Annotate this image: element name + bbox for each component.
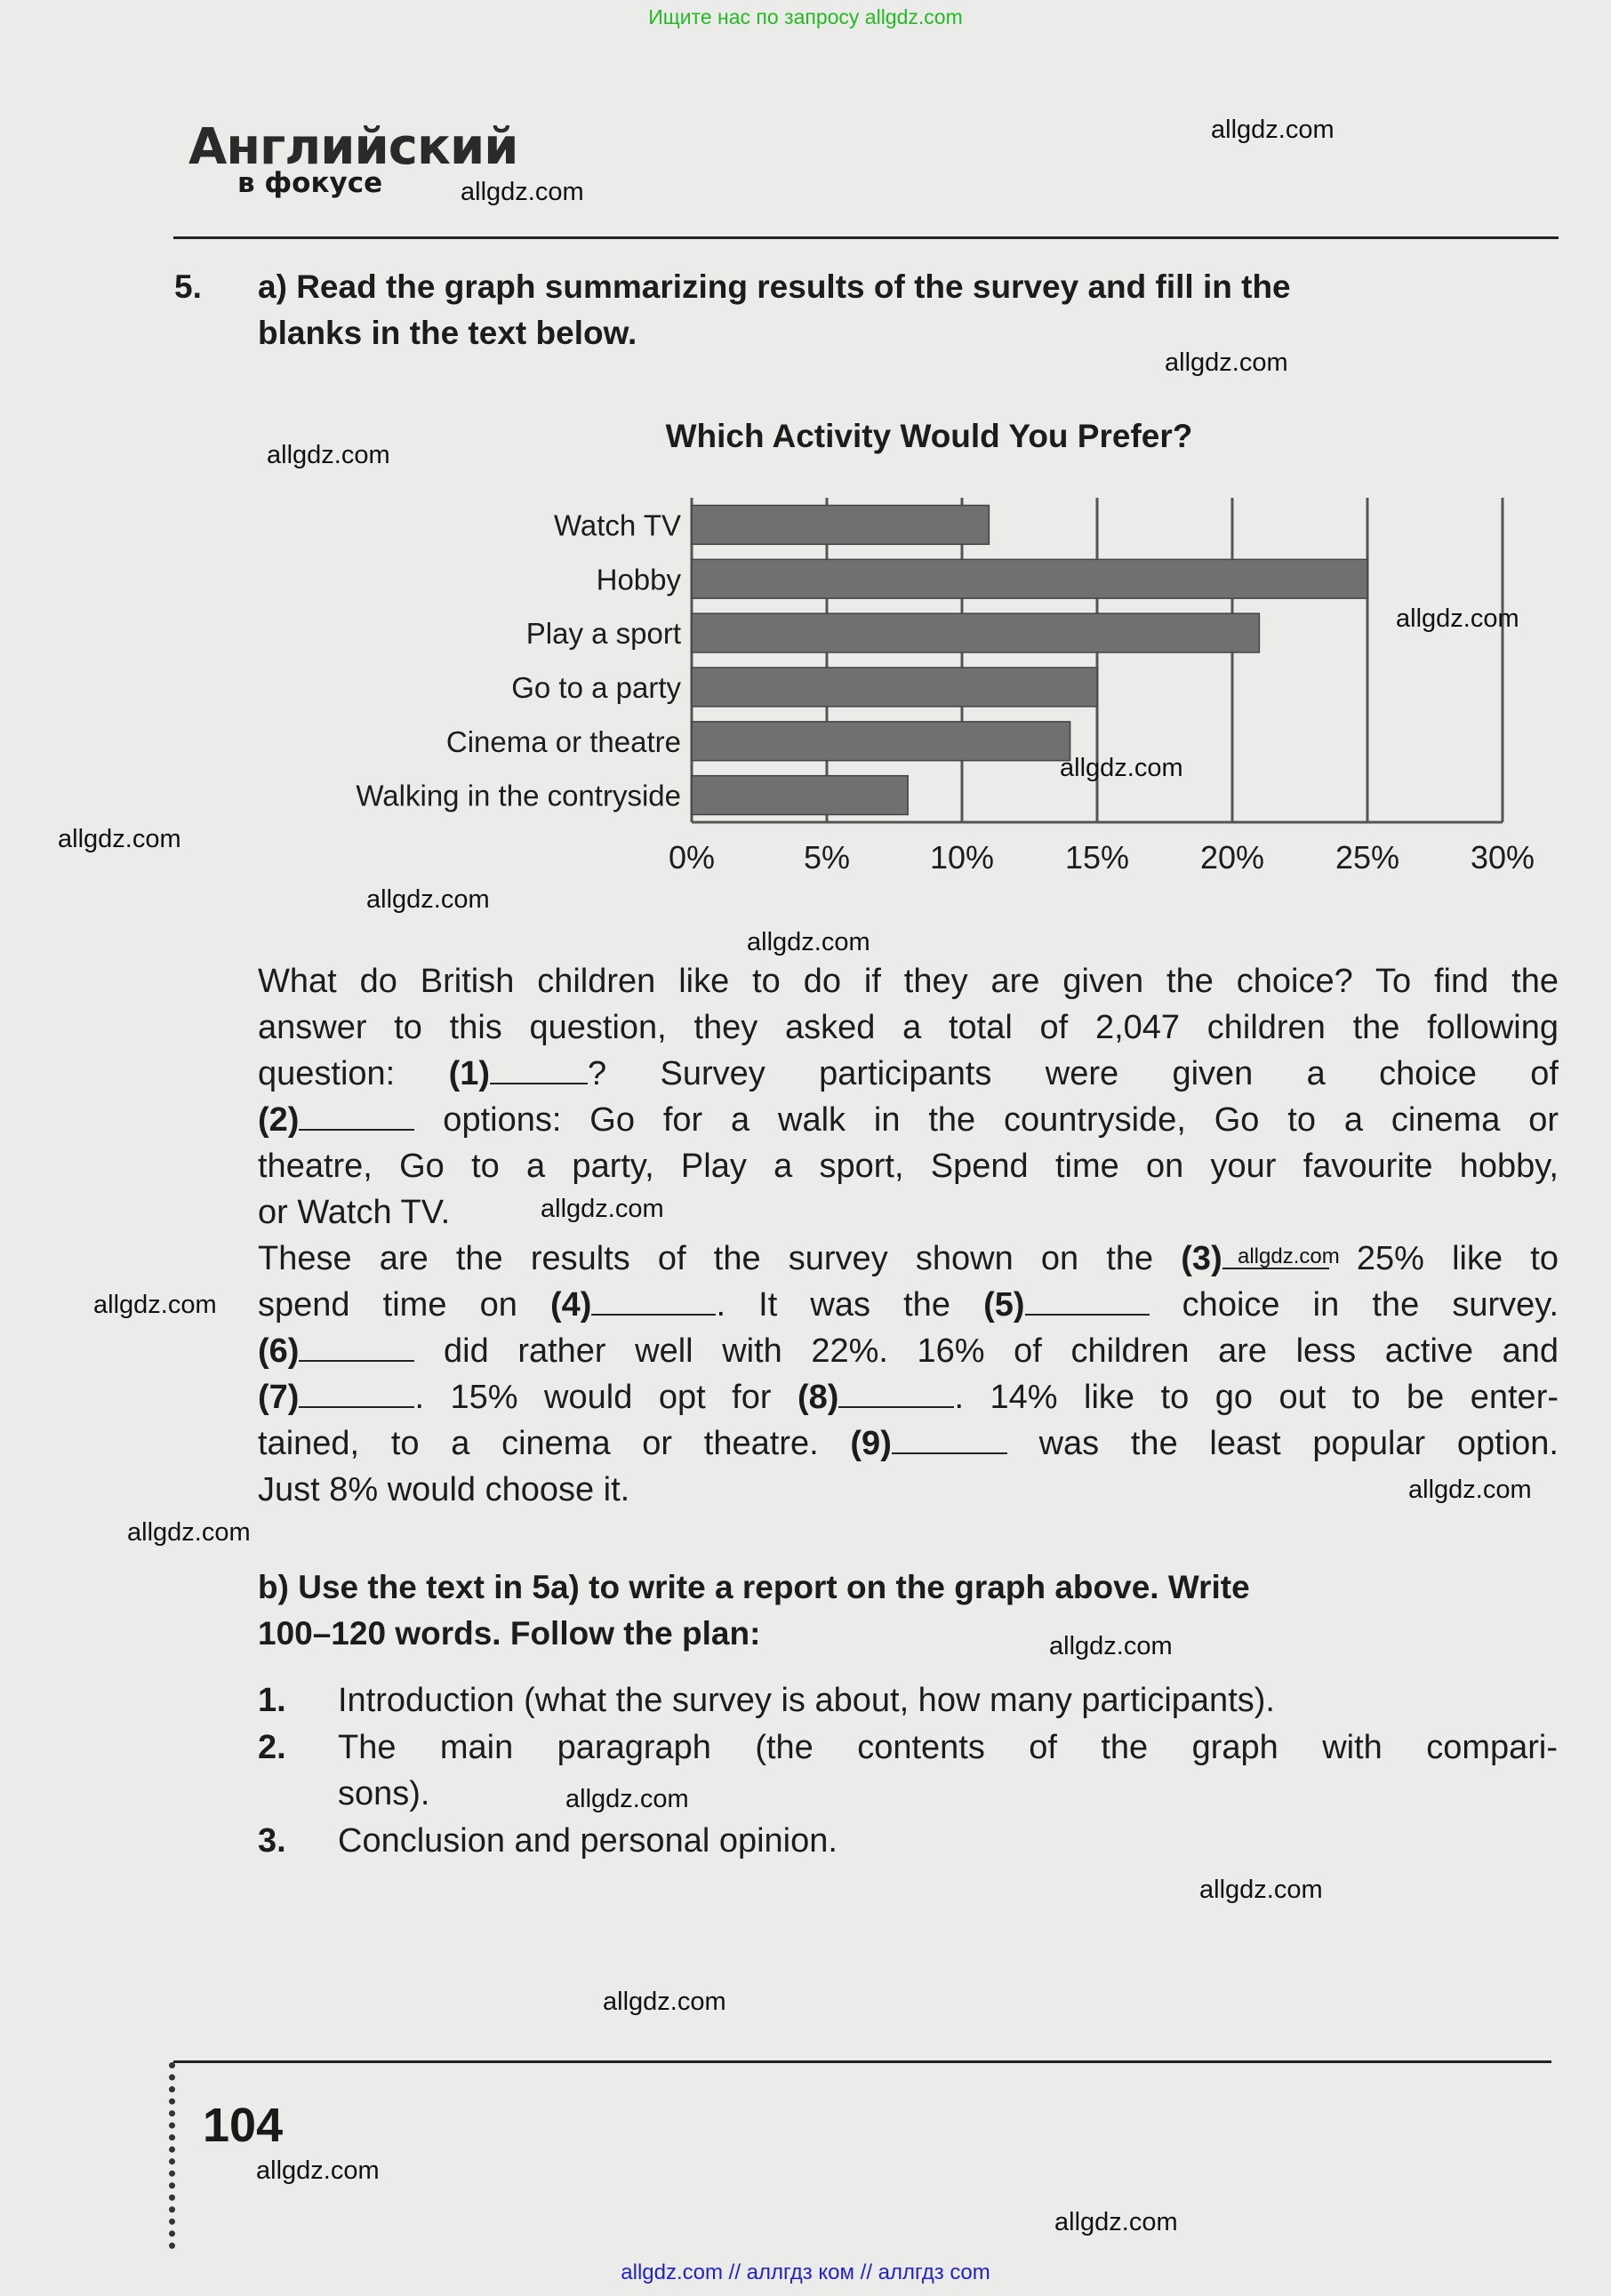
chart-title: Which Activity Would You Prefer? (665, 418, 1193, 454)
book-logo-subtitle: в фокусе (237, 167, 383, 199)
plan-item-text: Introduction (what the survey is about, how many participants). (338, 1682, 1275, 1719)
answer-blank[interactable] (838, 1381, 954, 1408)
task-a-instruction-line2: blanks in the text below. (258, 315, 637, 351)
x-tick-label: 0% (668, 839, 716, 876)
watermark[interactable]: allgdz.com (267, 441, 390, 469)
watermark[interactable]: allgdz.com (1211, 116, 1334, 144)
bar (692, 776, 908, 815)
category-label: Watch TV (553, 508, 681, 542)
text-segment: . 15% would opt for (414, 1379, 797, 1416)
chart-tick-labels (669, 839, 1535, 876)
plan-item-text: The main paragraph (the contents of the graph with compari- (338, 1729, 1558, 1766)
text-line (258, 1286, 1559, 1324)
site-banner[interactable]: Ищите нас по запросу allgdz.com (648, 5, 963, 28)
blank-number: (3) (1181, 1240, 1222, 1277)
text-segment: . It was the (716, 1286, 984, 1324)
task-b-instruction-line2: 100–120 words. Follow the plan: (258, 1615, 761, 1652)
x-tick-label: 10% (929, 839, 995, 876)
watermark[interactable]: allgdz.com (1408, 1476, 1532, 1504)
watermark[interactable]: allgdz.com (747, 928, 870, 956)
watermark[interactable]: allgdz.com (366, 885, 490, 914)
watermark[interactable]: allgdz.com (603, 1988, 726, 2016)
text-line (258, 1332, 1559, 1371)
task-b-instruction (258, 1569, 1565, 1606)
task-number: 5. (174, 268, 202, 305)
category-label: Play a sport (525, 617, 681, 651)
text-segment: tained, to a cinema or theatre. (258, 1425, 851, 1462)
task-a-instruction-line1: Read the graph summarizing results of the survey and fill in the (296, 268, 1291, 305)
blank-number: (1) (448, 1055, 491, 1092)
text-line (258, 1240, 1559, 1278)
watermark[interactable]: allgdz.com (1396, 604, 1519, 633)
text-segment: answer to this question, they asked a total of 2,047 children the following (258, 1009, 1559, 1046)
watermark[interactable]: allgdz.com (1238, 1244, 1340, 1268)
task-b-label: b) (258, 1569, 289, 1605)
text-segment: 25% like to (1328, 1240, 1559, 1277)
category-label: Hobby (596, 563, 681, 596)
text-segment: theatre, Go to a party, Play a sport, Spend time on your favourite hobby, (258, 1148, 1559, 1185)
footer-banner[interactable]: allgdz.com // аллгдз ком // аллгдз com (621, 2260, 990, 2284)
blank-number: (4) (550, 1286, 592, 1324)
text-segment: did rather well with 22%. 16% of children are less active and (414, 1332, 1559, 1370)
text-segment: ? Survey participants were given a choice of (588, 1055, 1559, 1092)
bar (692, 613, 1259, 652)
footer-rule (173, 2060, 1551, 2063)
x-tick-label: 15% (1064, 839, 1130, 876)
watermark[interactable]: allgdz.com (1199, 1876, 1323, 1904)
watermark[interactable]: allgdz.com (1049, 1632, 1173, 1660)
text-line (258, 1009, 1559, 1047)
header-rule (173, 236, 1559, 239)
text-segment: What do British children like to do if they are given the choice? To find the (258, 963, 1559, 1000)
text-segment: was the least popular option. (1006, 1425, 1559, 1462)
page-number: 104 (203, 2099, 284, 2152)
x-tick-label: 25% (1334, 839, 1400, 876)
margin-dots (169, 2062, 175, 2249)
text-line (258, 1148, 1559, 1186)
chart-category-labels (356, 508, 681, 812)
text-line (258, 1055, 1559, 1093)
answer-blank[interactable] (299, 1335, 414, 1362)
blank-number: (6) (258, 1332, 300, 1370)
plan-item-text: Conclusion and personal opinion. (338, 1822, 838, 1860)
watermark[interactable]: allgdz.com (256, 2156, 380, 2185)
text-line (258, 1379, 1559, 1417)
chart-bars (692, 506, 1367, 815)
watermark[interactable]: allgdz.com (1060, 754, 1183, 782)
answer-blank[interactable] (1025, 1289, 1150, 1316)
text-line (258, 1101, 1559, 1140)
watermark[interactable]: allgdz.com (58, 825, 181, 853)
bar (692, 559, 1367, 598)
text-line (258, 1425, 1559, 1463)
task-a-label: a) (258, 268, 287, 305)
blank-number: (2) (258, 1101, 300, 1139)
watermark[interactable]: allgdz.com (93, 1291, 217, 1319)
text-line (258, 1471, 1559, 1509)
text-segment: choice in the survey. (1149, 1286, 1559, 1324)
answer-blank[interactable] (299, 1104, 414, 1131)
x-tick-label: 5% (803, 839, 851, 876)
bar (692, 506, 989, 545)
plan-item-text-continued: sons). (338, 1775, 430, 1812)
answer-blank[interactable] (892, 1428, 1007, 1454)
text-segment: These are the results of the survey shown on the (258, 1240, 1182, 1277)
text-segment: Just 8% would choose it. (258, 1471, 630, 1508)
watermark[interactable]: allgdz.com (565, 1785, 689, 1813)
blank-number: (5) (983, 1286, 1025, 1324)
answer-blank[interactable] (591, 1289, 716, 1316)
bar-chart (267, 404, 1565, 902)
plan-item-number: 3. (258, 1822, 286, 1860)
blank-number: (8) (797, 1379, 839, 1416)
bar (692, 722, 1070, 761)
category-label: Go to a party (511, 670, 681, 704)
text-line (258, 963, 1559, 1001)
watermark[interactable]: allgdz.com (1054, 2208, 1178, 2236)
plan-item-number: 1. (258, 1682, 286, 1719)
blank-number: (7) (258, 1379, 300, 1416)
watermark[interactable]: allgdz.com (127, 1518, 251, 1547)
category-label: Walking in the contryside (356, 779, 681, 812)
text-line (258, 1194, 1559, 1232)
watermark[interactable]: allgdz.com (1165, 348, 1288, 377)
bar (692, 668, 1097, 707)
task-b-instruction-line1: Use the text in 5a) to write a report on the graph above. Write (298, 1569, 1250, 1605)
text-segment: or Watch TV. (258, 1194, 451, 1231)
text-segment: spend time on (258, 1286, 551, 1324)
task-a-instruction (258, 268, 1565, 306)
x-tick-label: 30% (1470, 839, 1535, 876)
answer-blank[interactable] (299, 1381, 414, 1408)
text-segment: options: Go for a walk in the countryside, Go to a cinema or (414, 1101, 1559, 1139)
book-logo-title: Английский (188, 118, 518, 176)
watermark[interactable]: allgdz.com (461, 178, 584, 206)
plan-item-number: 2. (258, 1729, 286, 1766)
answer-blank[interactable] (490, 1058, 588, 1084)
category-label: Cinema or theatre (445, 724, 681, 758)
x-tick-label: 20% (1199, 839, 1265, 876)
text-segment: question: (258, 1055, 449, 1092)
watermark[interactable]: allgdz.com (541, 1195, 664, 1223)
text-segment: . 14% like to go out to be enter- (954, 1379, 1559, 1416)
blank-number: (9) (850, 1425, 892, 1462)
